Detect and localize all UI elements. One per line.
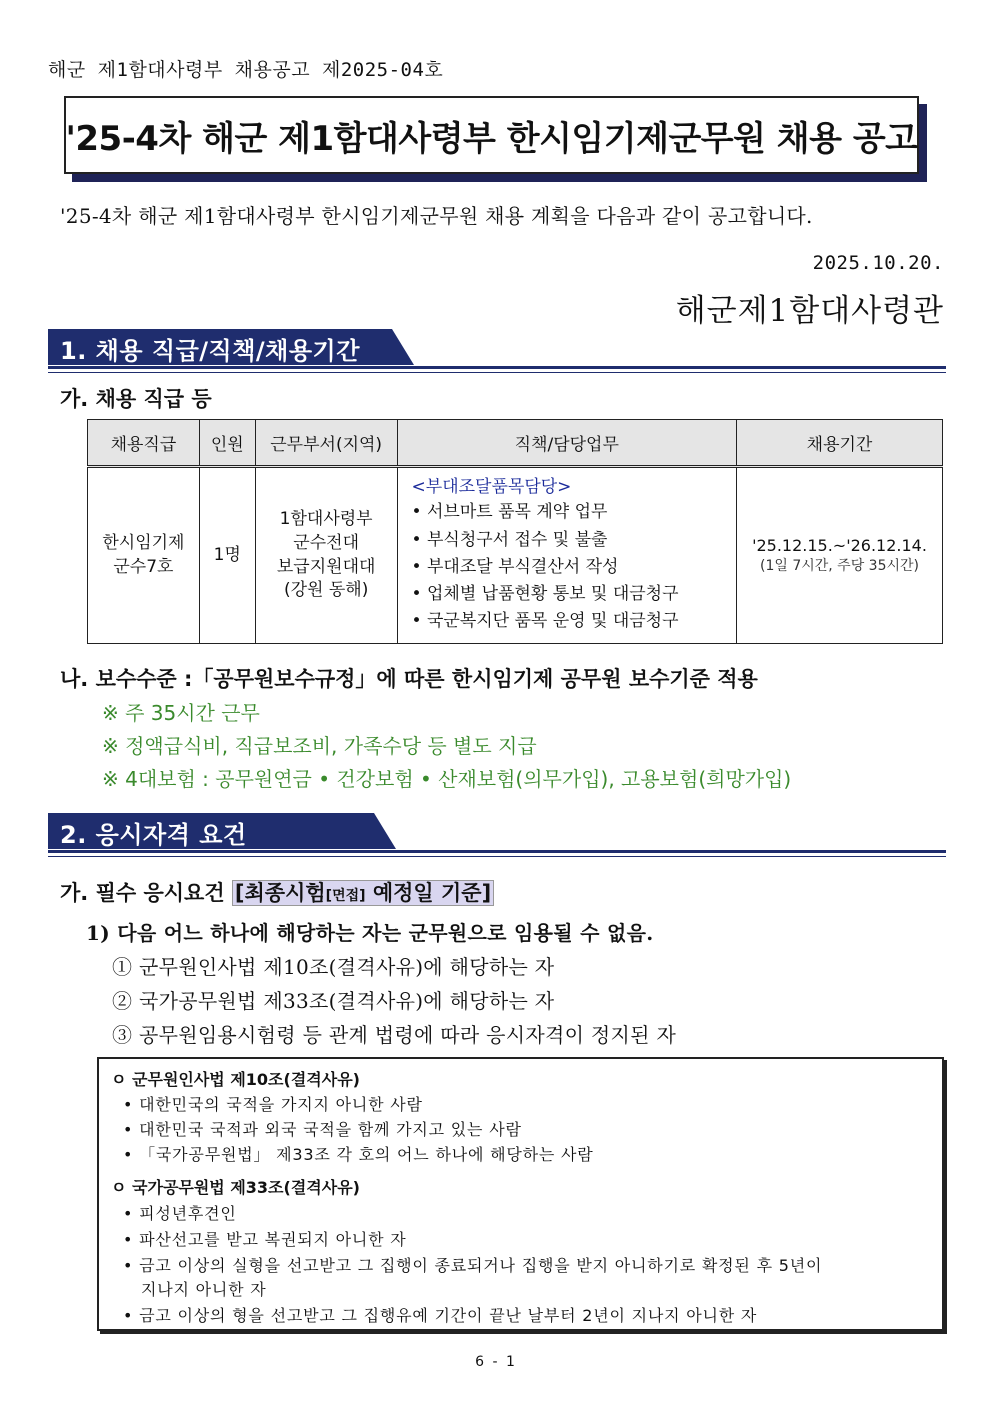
- highlight-part: [최종시험: [234, 881, 326, 905]
- sub-a-label: 가. 필수 응시요건: [60, 881, 232, 905]
- jobs-table: [87, 419, 943, 644]
- law-item: • 파산선고를 받고 복권되지 아니한 자: [123, 1230, 407, 1249]
- law-excerpt-box: [97, 1057, 944, 1331]
- law-item: • 「국가공무원법」 제33조 각 호의 어느 하나에 해당하는 사람: [123, 1145, 594, 1164]
- grade-cell: [88, 467, 200, 644]
- disqualification-subitem: ① 군무원인사법 제10조(결격사유)에 해당하는 자: [112, 955, 555, 979]
- law-heading: ㅇ 군무원인사법 제10조(결격사유): [111, 1070, 360, 1089]
- dept-line: 1함대사령부: [279, 508, 373, 529]
- period-note: (1일 7시간, 주당 35시간): [759, 557, 920, 574]
- duties-cell: [397, 467, 736, 644]
- law-item-continuation: 지나지 아니한 자: [141, 1280, 267, 1299]
- table-header-cell: 채용직급: [88, 420, 200, 467]
- section-2-rule: [48, 850, 946, 853]
- highlight-part: 예정일 기준]: [365, 881, 492, 905]
- notice-number: 해군 제1함대사령부 채용공고 제2025-04호: [48, 59, 444, 81]
- section-1-sub-b: 나. 보수수준 :「공무원보수규정」에 따른 한시임기제 공무원 보수기준 적용: [60, 667, 758, 691]
- note-item: ※ 4대보험 : 공무원연금 • 건강보험 • 산재보험(의무가입), 고용보험(희망가입): [102, 767, 792, 791]
- disqualification-subitem: ② 국가공무원법 제33조(결격사유)에 해당하는 자: [112, 989, 555, 1013]
- section-2-rule-thin: [48, 856, 946, 857]
- issuer: 해군제1함대사령관: [675, 293, 944, 329]
- period-dates: '25.12.15.~'26.12.14.: [752, 535, 927, 555]
- disqualification-subitem: ③ 공무원임용시험령 등 관계 법령에 따라 응시자격이 정지된 자: [112, 1023, 677, 1047]
- duty-item: • 부식청구서 접수 및 불출: [411, 529, 608, 550]
- note-item: ※ 정액급식비, 직급보조비, 가족수당 등 별도 지급: [102, 734, 537, 758]
- highlight-criterion: [232, 880, 494, 906]
- table-row: [88, 467, 943, 644]
- section-1-rule-thin: [48, 372, 946, 373]
- law-item: • 피성년후견인: [123, 1204, 237, 1223]
- count-cell: 1명: [199, 467, 255, 644]
- duty-item: • 서브마트 품목 계약 업무: [411, 502, 608, 523]
- dept-line: 보급지원대대: [276, 556, 376, 577]
- section-1-title: 1. 채용 직급/직책/채용기간: [60, 337, 360, 365]
- law-item: • 대한민국 국적과 외국 국적을 함께 가지고 있는 사람: [123, 1120, 522, 1139]
- law-heading: ㅇ 국가공무원법 제33조(결격사유): [111, 1178, 360, 1197]
- duty-title: <부대조달품목담당>: [411, 476, 572, 497]
- duty-item: • 업체별 납품현황 통보 및 대금청구: [411, 583, 679, 604]
- section-2-header: [48, 813, 946, 853]
- page-number: 6 - 1: [475, 1354, 517, 1370]
- period-cell: [737, 467, 943, 644]
- intro-text: '25-4차 해군 제1함대사령부 한시임기제군무원 채용 계획을 다음과 같이 공고합니다.: [60, 204, 813, 228]
- dept-region: (강원 동해): [283, 580, 369, 601]
- title-box: [64, 96, 919, 174]
- section-1-header: [48, 329, 946, 369]
- dept-line: 군수전대: [293, 532, 359, 553]
- section-2-title: 2. 응시자격 요건: [60, 821, 247, 849]
- note-item: ※ 주 35시간 근무: [102, 701, 260, 725]
- table-header-row: [88, 420, 943, 467]
- dept-cell: [255, 467, 397, 644]
- law-item: • 대한민국의 국적을 가지지 아니한 사람: [123, 1095, 423, 1114]
- document-title: '25-4차 해군 제1함대사령부 한시임기제군무원 채용 공고: [65, 118, 918, 159]
- highlight-interview: [면접]: [325, 888, 366, 904]
- table-header-cell: 직책/담당업무: [397, 420, 736, 467]
- law-item: • 금고 이상의 형을 선고받고 그 집행유예 기간이 끝난 날부터 2년이 지나지 아니한 자: [123, 1306, 758, 1325]
- section-1-sub-a: 가. 채용 직급 등: [60, 387, 212, 411]
- duty-item: • 부대조달 부식결산서 작성: [411, 556, 619, 577]
- duty-item: • 국군복지단 품목 운영 및 대금청구: [411, 611, 679, 632]
- table-header-cell: 인원: [199, 420, 255, 467]
- announcement-date: 2025.10.20.: [812, 252, 944, 274]
- grade-line: 군수7호: [113, 556, 174, 577]
- section-2-sub-a: [60, 877, 494, 907]
- grade-line: 한시임기제: [102, 532, 185, 553]
- section-1-rule: [48, 366, 946, 369]
- law-item: • 금고 이상의 실형을 선고받고 그 집행이 종료되거나 집행을 받지 아니하기로 확정된 후 5년이: [123, 1256, 823, 1275]
- disqualification-item: 1) 다음 어느 하나에 해당하는 자는 군무원으로 임용될 수 없음.: [86, 921, 654, 945]
- table-header-cell: 채용기간: [737, 420, 943, 467]
- table-header-cell: 근무부서(지역): [255, 420, 397, 467]
